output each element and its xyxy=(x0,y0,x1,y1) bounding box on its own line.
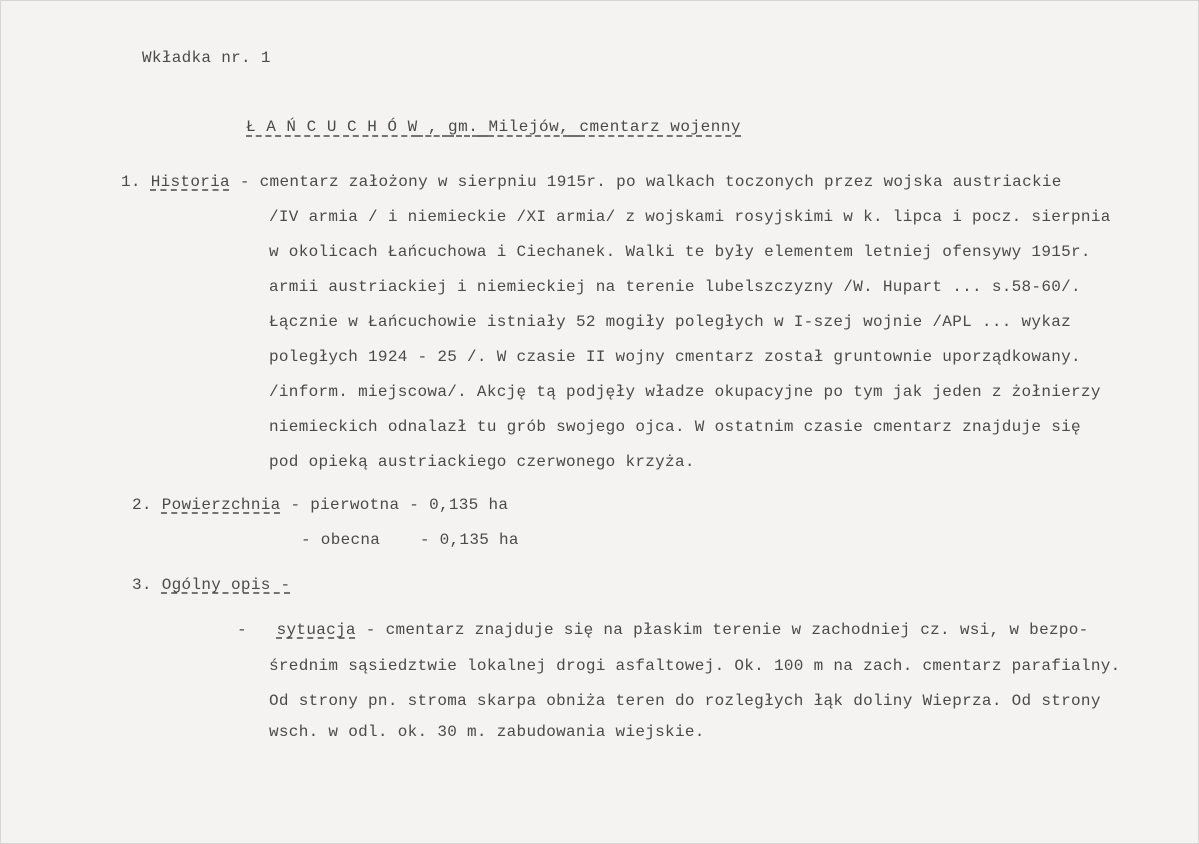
paragraph-line: pod opieką austriackiego czerwonego krzyża. xyxy=(269,453,695,471)
insert-label: Wkładka nr. 1 xyxy=(142,49,271,67)
title-separator xyxy=(569,118,579,136)
title-place: Ł A Ń C U C H Ó W xyxy=(246,118,418,136)
paragraph-line: armii austriackiej i niemieckiej na terenie lubelszczyzny /W. Hupart ... s.58-60/. xyxy=(269,278,1081,296)
section-history-heading xyxy=(121,172,1062,192)
section-heading: Historia xyxy=(150,173,230,191)
sub-heading: sytuacja xyxy=(276,621,356,639)
area-current-row: - obecna - 0,135 ha xyxy=(301,531,519,549)
paragraph-line: Od strony pn. stroma skarpa obniża teren do rozległych łąk doliny Wieprza. Od strony xyxy=(269,692,1101,710)
section-area-heading xyxy=(132,495,508,515)
paragraph-line: Łącznie w Łańcuchowie istniały 52 mogiły poległych w I-szej wojnie /APL ... wykaz xyxy=(269,313,1072,331)
title-type: cmentarz wojenny xyxy=(579,118,742,136)
title-separator: , xyxy=(417,118,449,136)
paragraph-line: niemieckich odnalazł tu grób swojego ojca. W ostatnim czasie cmentarz znajduje się xyxy=(269,418,1081,436)
paragraph-line: poległych 1924 - 25 /. W czasie II wojny cmentarz został gruntownie uporządkowany. xyxy=(269,348,1081,366)
title-village: Milejów, xyxy=(488,118,570,136)
section-heading: Powierzchnia xyxy=(161,496,281,514)
section-dash: - xyxy=(229,173,260,191)
document-title xyxy=(246,117,741,137)
paragraph-line: cmentarz znajduje się na płaskim terenie w zachodniej cz. wsi, w bezpo- xyxy=(385,621,1089,639)
title-gmina: gm. xyxy=(448,118,479,136)
paragraph-line: /inform. miejscowa/. Akcję tą podjęły władze okupacyjne po tym jak jeden z żołnierzy xyxy=(269,383,1101,401)
bullet-dash: - xyxy=(237,621,247,639)
paragraph-line: w okolicach Łańcuchowa i Ciechanek. Walki te były elementem letniej ofensywy 1915r. xyxy=(269,243,1091,261)
section-heading: Ogólny opis - xyxy=(161,576,291,594)
paragraph-line: /IV armia / i niemieckie /XI armia/ z wojskami rosyjskimi w k. lipca i pocz. sierpnia xyxy=(269,208,1111,226)
situation-heading xyxy=(237,620,1089,640)
paragraph-line: wsch. w odl. ok. 30 m. zabudowania wiejskie. xyxy=(269,723,705,741)
paragraph-line: cmentarz założony w sierpniu 1915r. po walkach toczonych przez wojska austriackie xyxy=(259,173,1062,191)
paragraph-line: średnim sąsiedztwie lokalnej drogi asfaltowej. Ok. 100 m na zach. cmentarz parafialny. xyxy=(269,657,1121,675)
section-description-heading xyxy=(132,575,290,595)
title-separator xyxy=(478,118,488,136)
section-dash: - xyxy=(355,621,386,639)
section-number: 2. xyxy=(132,496,152,514)
area-original-row: - pierwotna - 0,135 ha xyxy=(280,496,509,514)
section-number: 3. xyxy=(132,576,152,594)
section-number: 1. xyxy=(121,173,141,191)
